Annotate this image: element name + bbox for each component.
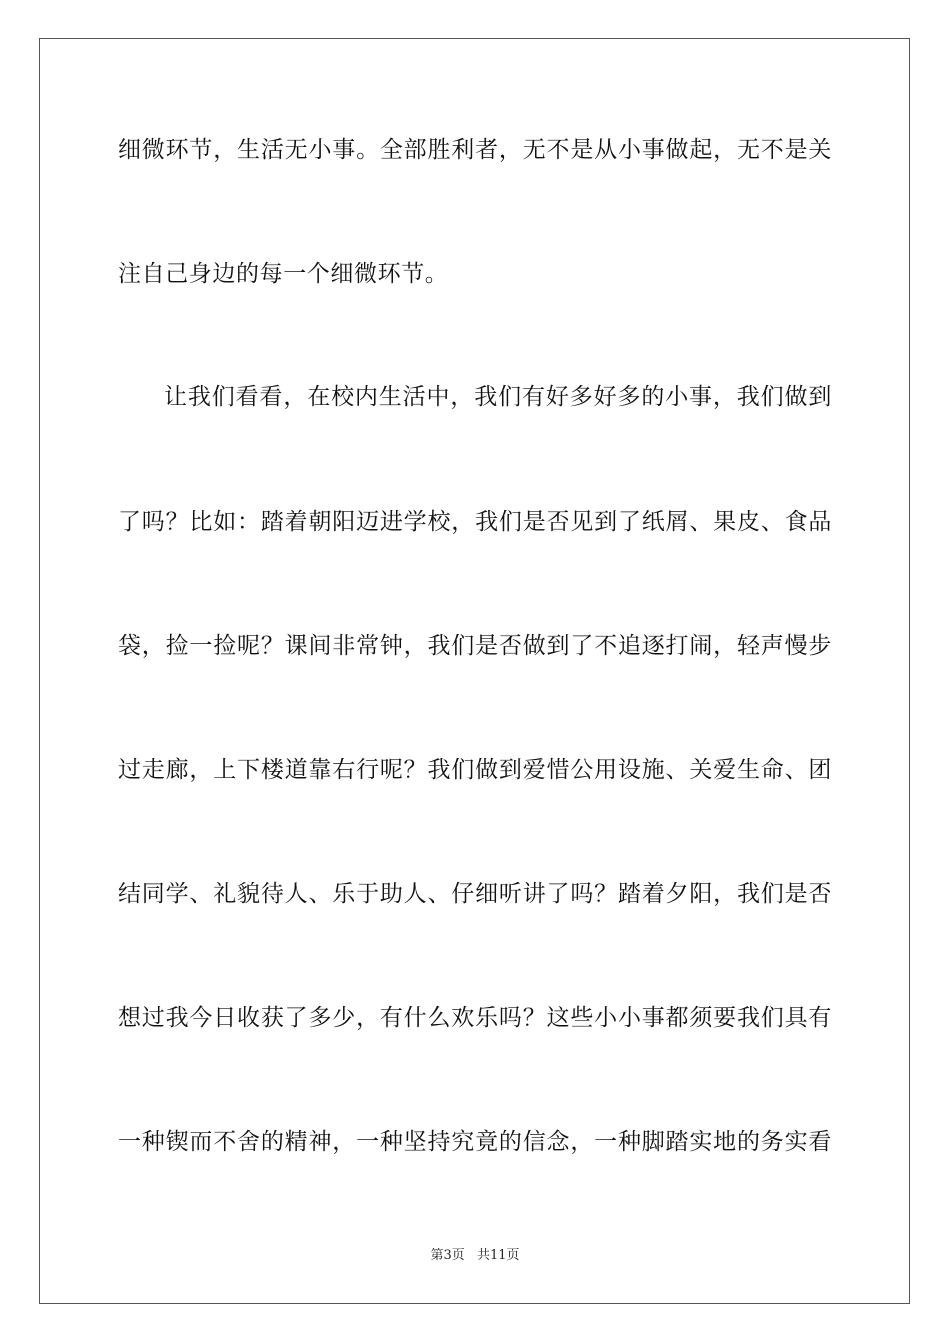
page-border	[39, 38, 910, 1304]
body-text-line: 细微环节，生活无小事。全部胜利者，无不是从小事做起，无不是关	[118, 137, 832, 163]
page-footer	[0, 1247, 950, 1265]
body-text-line: 过走廊，上下楼道靠右行呢？我们做到爱惜公用设施、关爱生命、团	[118, 757, 832, 783]
body-text-line: 想过我今日收获了多少，有什么欢乐吗？这些小小事都须要我们具有	[118, 1005, 832, 1031]
body-text-line: 一种锲而不舍的精神，一种坚持究竟的信念，一种脚踏实地的务实看	[118, 1129, 832, 1155]
page-total: 共11页	[476, 1248, 520, 1263]
body-text-line: 结同学、礼貌待人、乐于助人、仔细听讲了吗？踏着夕阳，我们是否	[118, 881, 832, 907]
body-text-line: 让我们看看，在校内生活中，我们有好多好多的小事，我们做到	[164, 384, 832, 410]
body-text-line: 了吗？比如：踏着朝阳迈进学校，我们是否见到了纸屑、果皮、食品	[118, 509, 832, 535]
body-text-line: 注自己身边的每一个细微环节。	[118, 261, 449, 287]
body-text-line: 袋，捡一捡呢？课间非常钟，我们是否做到了不追逐打闹，轻声慢步	[118, 633, 832, 659]
page-number: 第3页	[430, 1248, 465, 1263]
